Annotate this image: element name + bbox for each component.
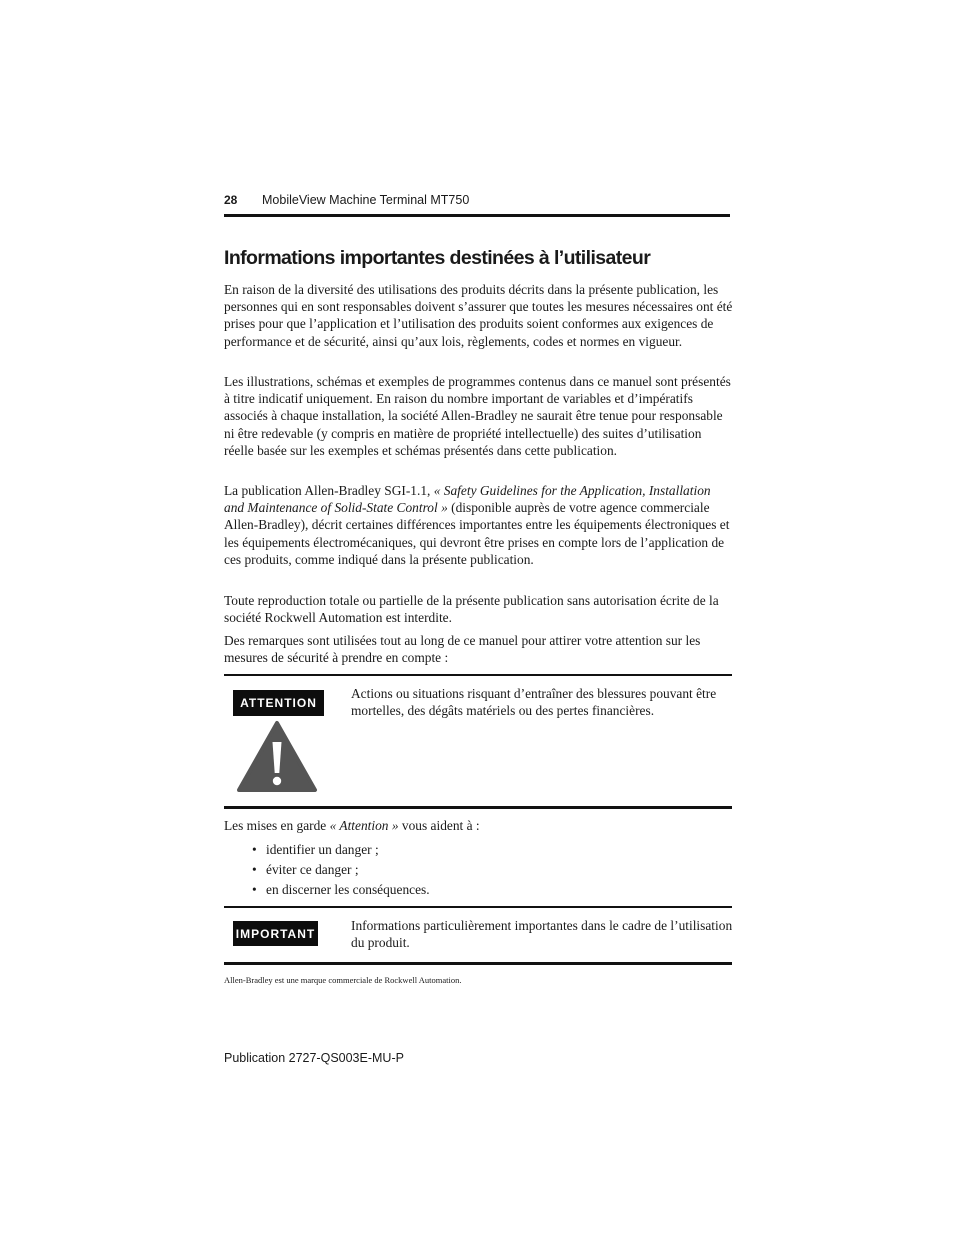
paragraph-3 — [224, 482, 734, 568]
attention-intro-lead: Les mises en garde — [224, 818, 330, 833]
trademark-footnote: Allen-Bradley est une marque commerciale de Rockwell Automation. — [224, 975, 462, 985]
attention-intro-term: « Attention » — [329, 818, 399, 833]
warning-triangle-icon — [236, 720, 318, 794]
list-item: • éviter ce danger ; — [250, 861, 430, 881]
attention-bullet-list — [250, 841, 430, 901]
paragraph-2: Les illustrations, schémas et exemples de programmes contenus dans ce manuel sont présentés à titre indicatif uniquement. En raison du nombre important de variables et d’impératifs associés à chaque installation, la société Allen-Bradley ne saurait être tenue pour responsable ni être redevable (y compris en matière de propriété intellectuelle) des suites d’utilisation réelle basée sur les exemples et schémas présentés dans cette publication. — [224, 374, 731, 458]
attention-top-rule — [224, 674, 732, 676]
important-text: Informations particulièrement importantes dans le cadre de l’utilisation du produit. — [351, 918, 733, 951]
important-bottom-rule — [224, 962, 732, 965]
attention-label: ATTENTION — [233, 690, 324, 716]
page-number: 28 — [224, 193, 238, 207]
publication-number: Publication 2727-QS003E-MU-P — [224, 1051, 404, 1065]
header-rule — [224, 214, 730, 217]
list-item: • en discerner les conséquences. — [250, 881, 430, 901]
attention-intro-rest: vous aident à : — [398, 818, 480, 833]
paragraph-4: Toute reproduction totale ou partielle de la présente publication sans autorisation écrite de la société Rockwell Automation est interdite. — [224, 593, 719, 626]
paragraph-5: Des remarques sont utilisées tout au long de ce manuel pour attirer votre attention sur les mesures de sécurité à prendre en compte : — [224, 633, 701, 666]
attention-intro — [224, 817, 734, 834]
publication-title-citation: « Safety Guidelines for the Application, Installation and Maintenance of Solid-State Control » — [224, 483, 711, 516]
paragraph-3-lead: La publication Allen-Bradley SGI-1.1, — [224, 483, 434, 498]
page-header — [224, 192, 730, 218]
important-label: IMPORTANT — [233, 921, 318, 946]
attention-bottom-rule — [224, 806, 732, 809]
section-title: Informations importantes destinées à l’utilisateur — [224, 247, 651, 269]
attention-text: Actions ou situations risquant d’entraîner des blessures pouvant être mortelles, des dégâts matériels ou des pertes financières. — [351, 686, 717, 719]
running-title: MobileView Machine Terminal MT750 — [262, 193, 470, 207]
list-item: • identifier un danger ; — [250, 841, 430, 861]
paragraph-3-rest: (disponible auprès de votre agence commerciale Allen-Bradley), décrit certaines différences importantes entre les équipements électroniques et les équipements électromécaniques, qui devront être prises en compte lors de l’application de ces produits, comme indiqué dans la présente publication. — [224, 500, 730, 567]
paragraph-1: En raison de la diversité des utilisations des produits décrits dans la présente publication, les personnes qui en sont responsables doivent s’assurer que toutes les mesures nécessaires ont été prises pour que l’application et l’utilisation des produits soient conformes aux exigences de performance et de sécurité, ainsi qu’aux lois, règlements, codes et normes en vigueur. — [224, 282, 733, 349]
important-top-rule — [224, 906, 732, 908]
